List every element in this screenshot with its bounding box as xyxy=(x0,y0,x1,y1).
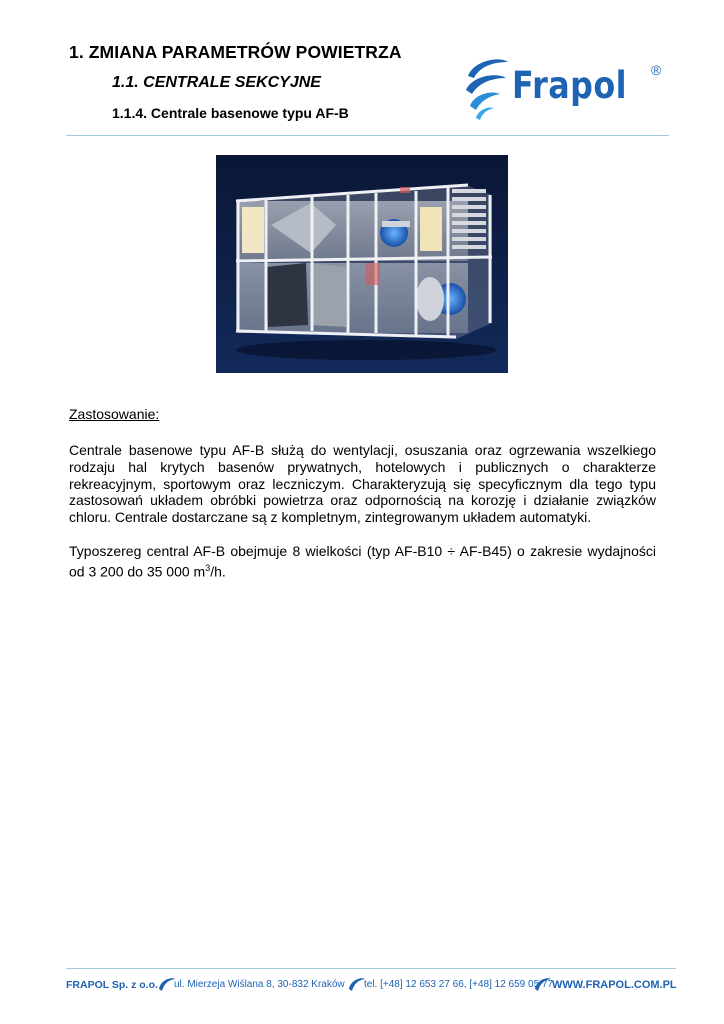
footer-website[interactable]: WWW.FRAPOL.COM.PL xyxy=(552,979,677,991)
frapol-swirl-icon xyxy=(532,975,552,995)
header-divider xyxy=(66,135,669,136)
footer-address: ul. Mierzeja Wiślana 8, 30-832 Kraków xyxy=(174,979,345,990)
range-text-end: /h. xyxy=(210,563,226,580)
registered-mark: ® xyxy=(651,62,662,78)
page-title: 1. ZMIANA PARAMETRÓW POWIETRZA xyxy=(69,42,402,62)
paragraph-range xyxy=(69,543,656,580)
unit-superscript: 3 xyxy=(205,562,211,573)
range-text: Typoszereg central AF-B obejmuje 8 wielkości (typ AF-B10 ÷ AF-B45) o zakresie wydajności od 3 200 do 35 000 m xyxy=(69,543,656,580)
footer-divider xyxy=(66,968,676,969)
section-heading: 1.1.4. Centrale basenowe typu AF-B xyxy=(112,105,349,121)
footer xyxy=(66,975,678,995)
product-image-air-handling-unit xyxy=(216,155,508,373)
frapol-swirl-icon xyxy=(346,975,366,995)
paragraph-description: Centrale basenowe typu AF-B służą do wentylacji, osuszania oraz ogrzewania wszelkiego rodzaju hal krytych basenów prywatnych, hotelowych i publicznych o charakterze rekreacyjnym, sportowym oraz leczniczym. Charakteryzują się specyficznym dla tego typu zastosowań układem obróbki powietrza oraz odpornością na korozję i działanie związków chloru. Centrale dostarczane są z kompletnym, zintegrowanym układem automatyki. xyxy=(69,442,656,526)
footer-company: FRAPOL Sp. z o.o. xyxy=(66,979,158,991)
frapol-swirl-icon xyxy=(156,975,176,995)
subtitle: 1.1. CENTRALE SEKCYJNE xyxy=(112,74,321,91)
frapol-logo-icon xyxy=(460,56,510,122)
footer-phone: tel. [+48] 12 653 27 66, [+48] 12 659 05 77 xyxy=(364,979,554,990)
logo-text: Frapol xyxy=(512,64,627,107)
section-label: Zastosowanie: xyxy=(69,406,160,422)
frapol-logo xyxy=(460,56,672,122)
